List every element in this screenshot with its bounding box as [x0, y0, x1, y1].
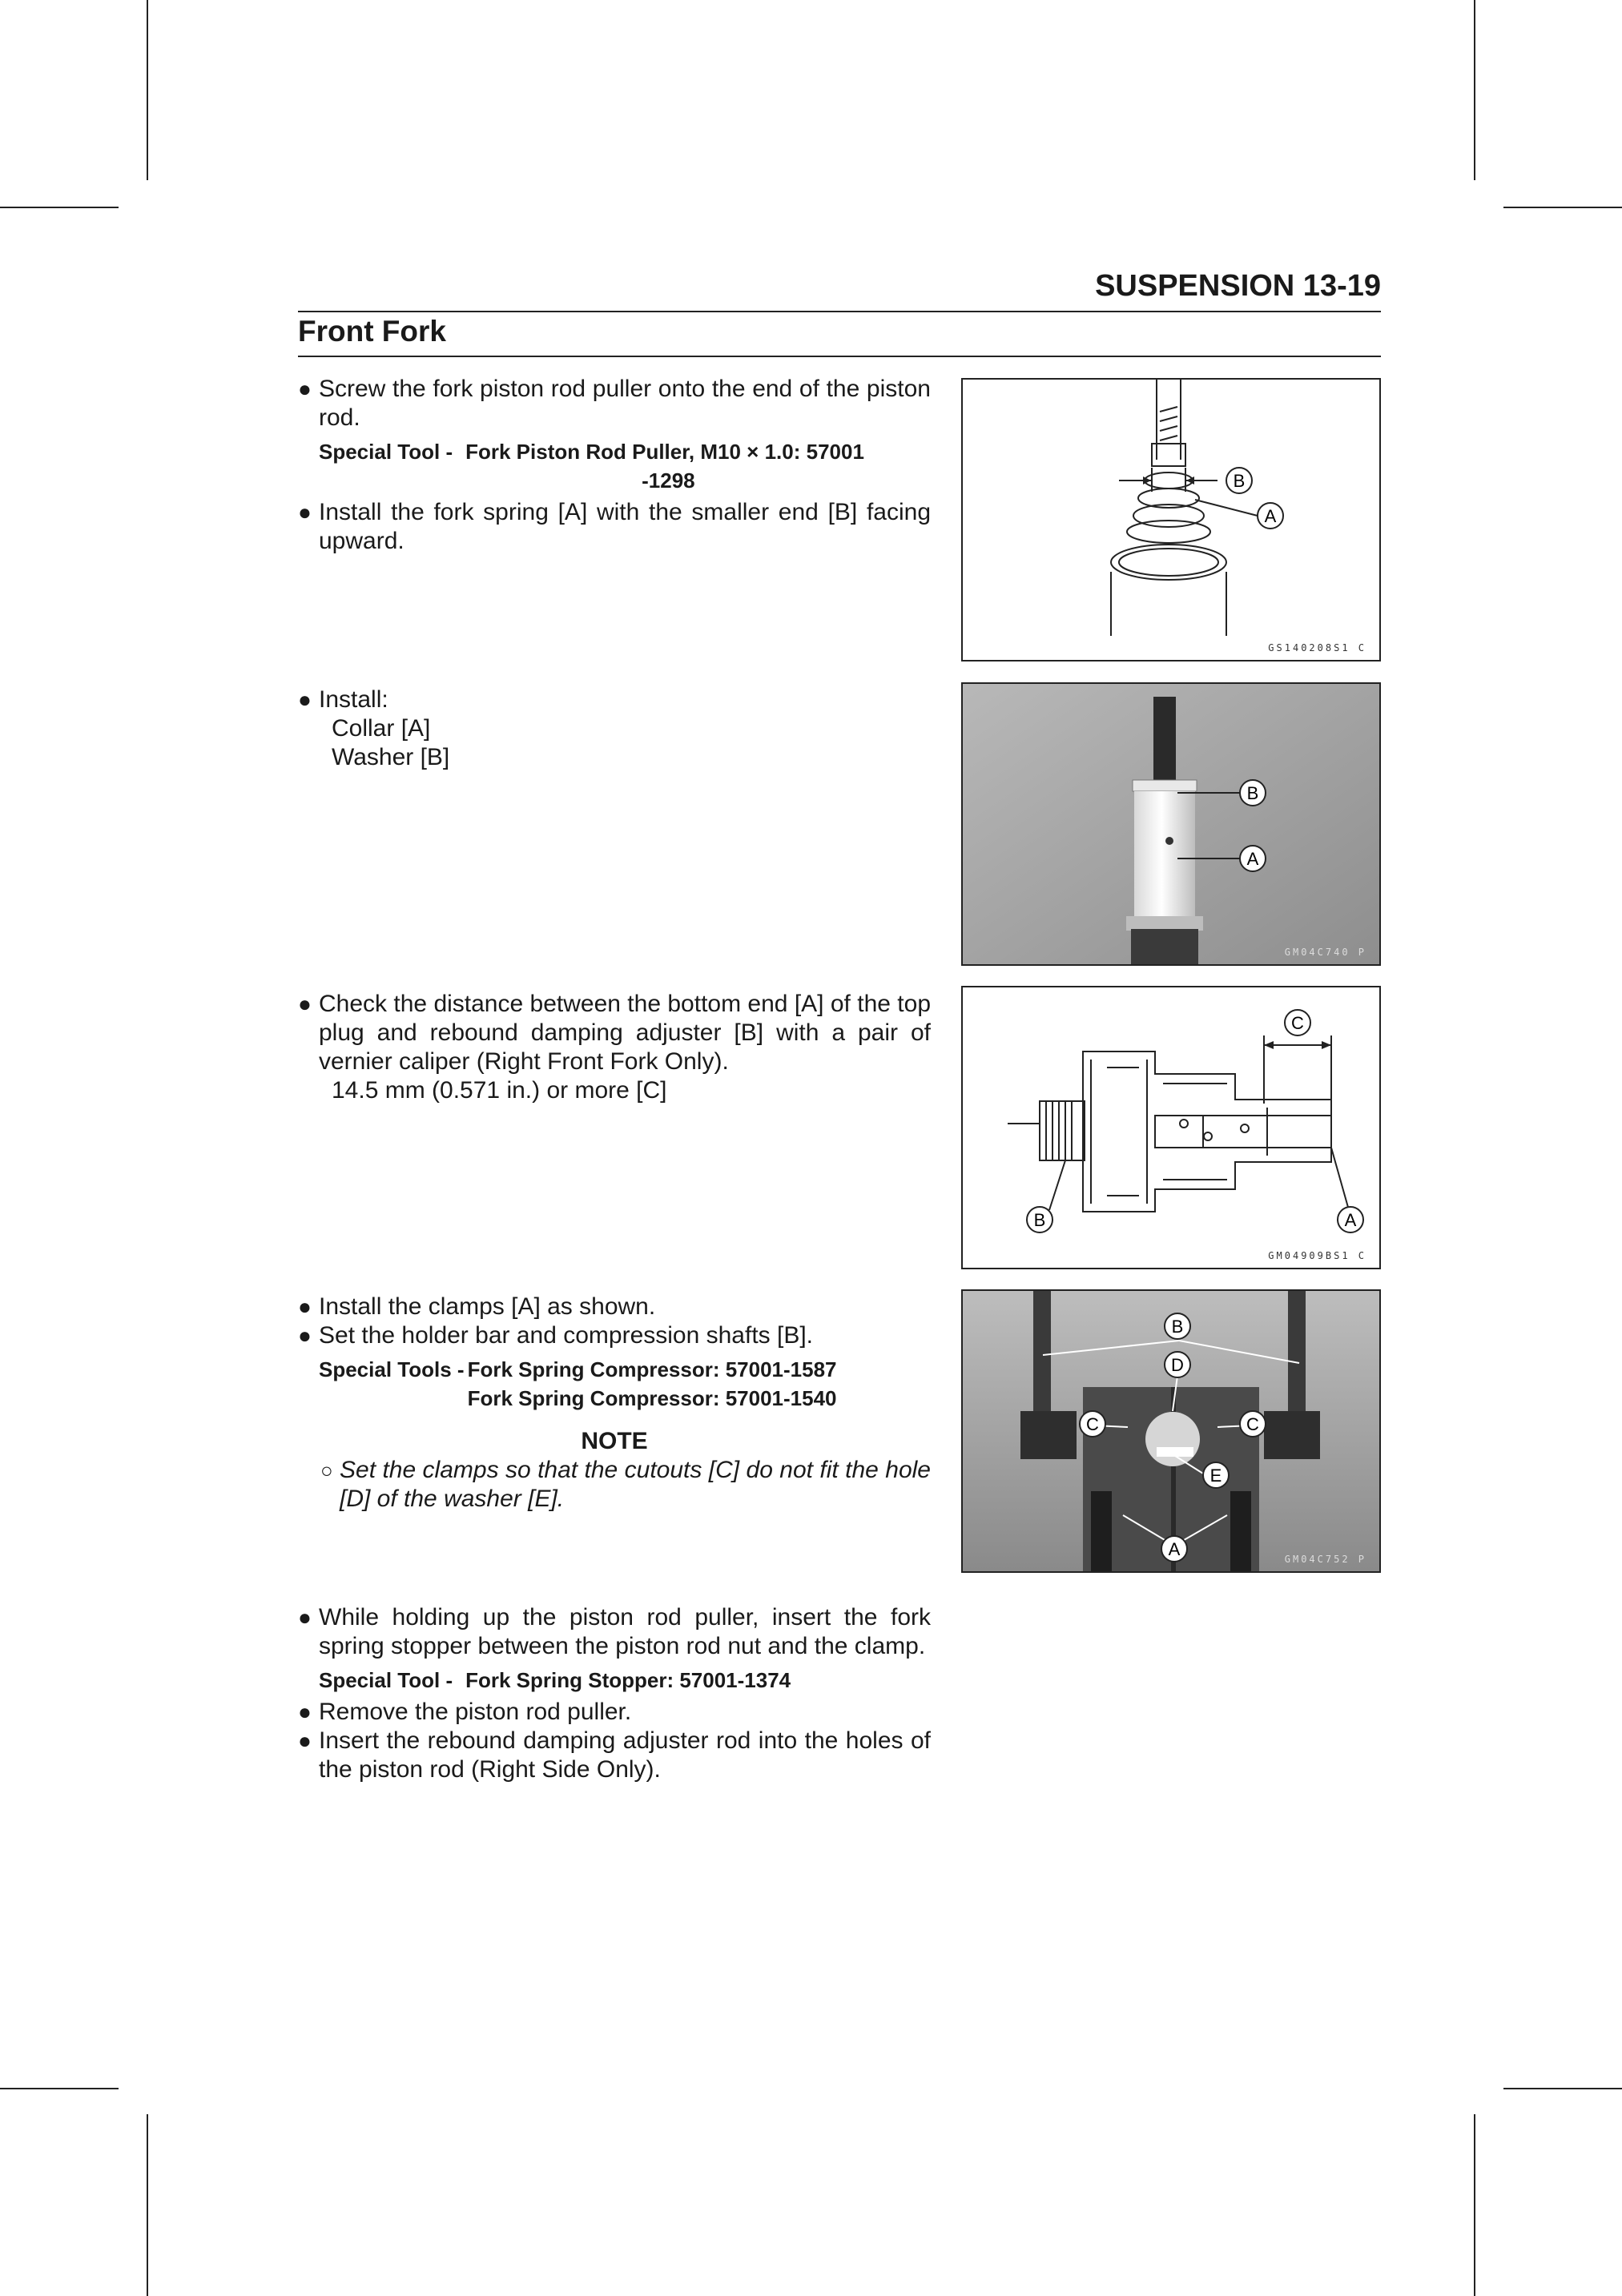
specification-value: 14.5 mm (0.571 in.) or more [C] [332, 1077, 667, 1104]
special-tool-label: Special Tool - [319, 1668, 453, 1692]
bullet-icon: ● [298, 687, 312, 712]
fork-spring-drawing [963, 380, 1379, 660]
instruction-item [298, 1698, 931, 1727]
instruction-item [298, 498, 931, 556]
instruction-text: Set the holder bar and compression shafts [B]. [319, 1322, 814, 1349]
svg-text:D: D [1171, 1355, 1184, 1375]
header-rule [298, 311, 1381, 312]
callout-b [1165, 1313, 1190, 1339]
note-text: Set the clamps so that the cutouts [C] do not fit the hole [D] of the washer [E]. [340, 1457, 931, 1512]
bullet-icon: ● [298, 500, 312, 525]
instruction-text: Remove the piston rod puller. [319, 1699, 632, 1725]
figure-code: GM04C752 P [1284, 1554, 1366, 1565]
svg-text:A: A [1168, 1539, 1181, 1559]
instruction-text: Insert the rebound damping adjuster rod into the holes of the piston rod (Right Side Only). [319, 1727, 931, 1783]
special-tool-value [453, 437, 931, 495]
special-tool-value [465, 1355, 931, 1413]
callout-b [1226, 468, 1252, 493]
bullet-icon: ● [298, 1294, 312, 1319]
bullet-icon: ● [298, 376, 312, 401]
callout-d [1165, 1352, 1190, 1377]
instruction-item [298, 1727, 931, 1784]
instruction-item [298, 1321, 931, 1350]
crop-mark [1503, 2088, 1622, 2089]
step-install-clamps [298, 1293, 931, 1514]
figure-top-plug-section [961, 986, 1381, 1269]
callout-c [1285, 1010, 1310, 1035]
callout-e [1203, 1462, 1229, 1488]
special-tool-name: Fork Spring Compressor: 57001-1540 [467, 1386, 837, 1410]
callout-b [1240, 780, 1266, 806]
instruction-text: While holding up the piston rod puller, insert the fork spring stopper between the piston rod nut and the clamp. [319, 1604, 931, 1659]
crop-mark [1474, 0, 1475, 180]
special-tool [319, 1355, 931, 1413]
callout-a [1258, 503, 1283, 529]
svg-text:B: B [1171, 1317, 1184, 1337]
special-tool-name: Fork Spring Stopper: 57001-1374 [465, 1668, 791, 1692]
instruction-item [298, 375, 931, 432]
instruction-item [298, 686, 931, 714]
svg-text:A: A [1344, 1210, 1357, 1230]
callout-c [1240, 1411, 1266, 1437]
svg-text:C: C [1291, 1013, 1304, 1033]
instruction-text: Install the fork spring [A] with the smaller end [B] facing upward. [319, 499, 931, 554]
instruction-text: Install the clamps [A] as shown. [319, 1293, 656, 1320]
crop-mark [147, 2114, 148, 2296]
instruction-text: Check the distance between the bottom end [A] of the top plug and rebound damping adjuster [B] with a pair of vernier caliper (Right Front Fork Only). [319, 991, 931, 1075]
crop-mark [0, 2088, 119, 2089]
figure-spring-compressor [961, 1289, 1381, 1573]
section-title: Front Fork [298, 315, 446, 348]
crop-mark [147, 0, 148, 180]
instruction-text: Install: [319, 686, 388, 713]
special-tool-name: Fork Spring Compressor: 57001-1587 [467, 1357, 837, 1381]
special-tool-label: Special Tools - [319, 1357, 465, 1381]
svg-text:E: E [1209, 1466, 1222, 1486]
title-rule [298, 356, 1381, 357]
bullet-icon: ● [298, 1605, 312, 1630]
collar-washer-photo [963, 684, 1379, 964]
crop-mark [0, 207, 119, 208]
bullet-icon: ● [298, 1699, 312, 1724]
figure-fork-spring [961, 378, 1381, 661]
top-plug-drawing [963, 987, 1379, 1268]
special-tool [319, 437, 931, 495]
figure-code: GM04C740 P [1284, 947, 1366, 958]
instruction-item [298, 990, 931, 1076]
section-number: SUSPENSION 13-19 [1095, 269, 1381, 303]
instruction-text: Screw the fork piston rod puller onto the end of the piston rod. [319, 376, 931, 431]
note-item [298, 1456, 931, 1514]
instruction-item [298, 1603, 931, 1661]
svg-text:A: A [1264, 506, 1277, 526]
bullet-icon: ● [298, 1323, 312, 1348]
callout-b [1027, 1207, 1052, 1232]
figure-collar-washer [961, 682, 1381, 966]
crop-mark [1503, 207, 1622, 208]
special-tool-name: Fork Piston Rod Puller, M10 × 1.0: 57001 [465, 440, 864, 464]
callout-a [1338, 1207, 1363, 1232]
step-check-distance [298, 990, 931, 1105]
callout-a [1161, 1536, 1187, 1562]
instruction-item [298, 1293, 931, 1321]
note-heading: NOTE [581, 1428, 648, 1454]
part-washer: Washer [B] [332, 744, 450, 770]
special-tool-number-cont: -1298 [642, 468, 695, 493]
svg-text:C: C [1246, 1414, 1259, 1434]
step-spring-stopper [298, 1603, 931, 1784]
svg-text:B: B [1233, 471, 1246, 491]
part-collar: Collar [A] [332, 715, 431, 742]
bullet-icon: ● [298, 1728, 312, 1753]
note-ring-icon: ○ [320, 1458, 333, 1482]
special-tool [319, 1666, 931, 1695]
special-tool-label: Special Tool - [319, 440, 453, 464]
svg-text:B: B [1033, 1210, 1046, 1230]
callout-c [1080, 1411, 1105, 1437]
spring-compressor-photo [963, 1291, 1379, 1571]
figure-code: GM04909BS1 C [1268, 1250, 1366, 1261]
bullet-icon: ● [298, 991, 312, 1016]
callout-a [1240, 846, 1266, 871]
page-header [298, 264, 1381, 312]
svg-text:A: A [1246, 849, 1259, 869]
crop-mark [1474, 2114, 1475, 2296]
step-fork-spring [298, 375, 931, 556]
figure-code: GS140208S1 C [1268, 642, 1366, 653]
svg-text:C: C [1086, 1414, 1099, 1434]
step-install-collar [298, 686, 931, 772]
svg-text:B: B [1246, 783, 1259, 803]
